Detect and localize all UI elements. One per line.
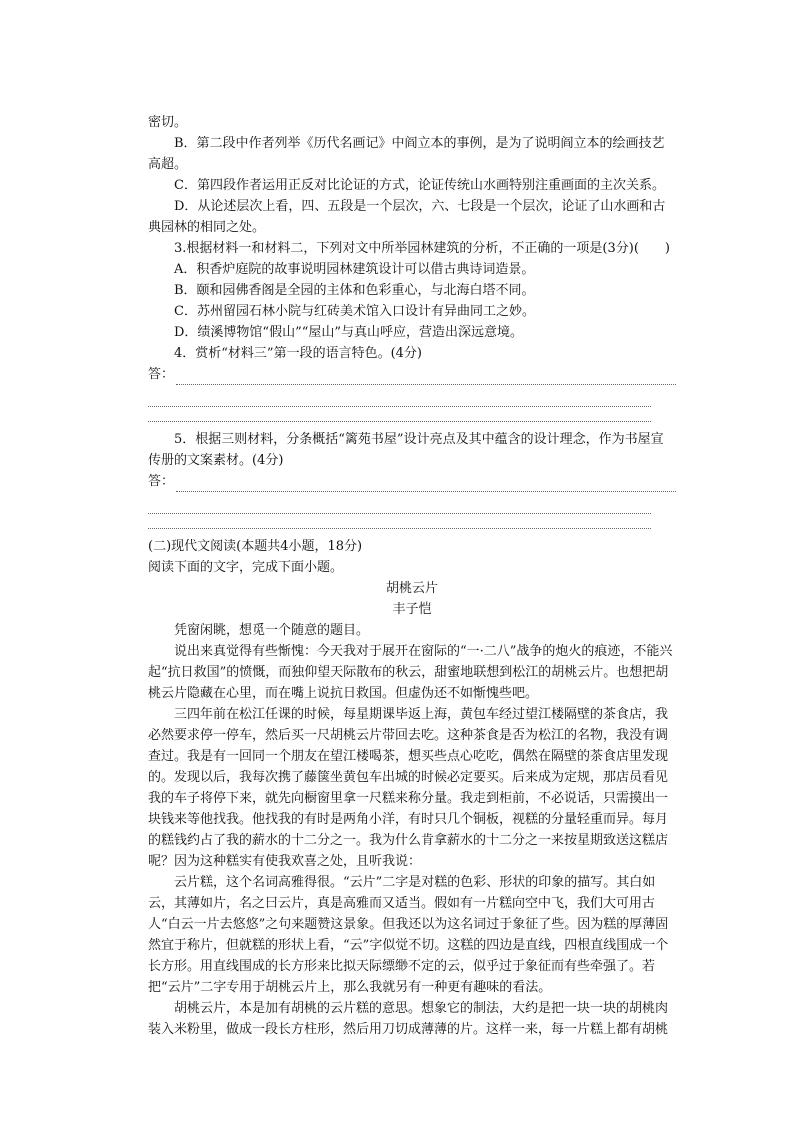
answer-dotted-line xyxy=(176,370,676,385)
essay-author: 丰子恺 xyxy=(392,602,432,617)
document-page xyxy=(148,112,676,1040)
q3-option-b: B．颐和园佛香阁是全园的主体和色彩重心，与北海白塔不同。 xyxy=(174,283,535,298)
essay-paragraph-2: 说出来真觉得有些惭愧：今天我对于展开在窗际的“一·二八”战争的炮火的痕迹，不能兴起“抗日救国”的愤慨，而独仰望天际散布的秋云，甜蜜地联想到松江的胡桃云片。也想把胡桃云片隐藏在心里，而在嘴上说抗日救国。但虚伪还不如惭愧些吧。 xyxy=(148,644,673,701)
section2-heading: (二)现代文阅读(本题共4小题，18分) xyxy=(148,539,363,554)
q3-stem: 3.根据材料一和材料二，下列对文中所举园林建筑的分析，不正确的一项是(3分)( ) xyxy=(174,241,670,256)
essay-paragraph-1: 凭窗闲眺，想觅一个随意的题目。 xyxy=(174,623,370,638)
q4-answer-label: 答： xyxy=(148,367,175,382)
q5-stem: 5．根据三则材料，分条概括“篱苑书屋”设计亮点及其中蕴含的设计理念，作为书屋宣传册的文案素材。(4分) xyxy=(148,432,664,468)
q2-option-b: B．第二段中作者列举《历代名画记》中阎立本的事例，是为了说明阎立本的绘画技艺高超。 xyxy=(148,136,665,172)
q5-answer-label: 答： xyxy=(148,474,175,489)
essay-paragraph-4: 云片糕，这个名词高雅得很。“云片”二字是对糕的色彩、形状的印象的描写。其白如云，其薄如片，名之曰云片，真是高雅而又适当。假如有一片糕向空中飞，我们大可用古人“白云一片去悠悠”之句来题赞这景象。但我还以为这名词过于象征了些。因为糕的厚薄固然宜于称片，但就糕的形状上看，“云”字似觉不切。这糕的四边是直线，四根直线围成一个长方形。用直线围成的长方形来比拟天际缥缈不定的云，似乎过于象征而有些牵强了。若把“云片”二字专用于胡桃云片上，那么我就另有一种更有趣味的看法。 xyxy=(148,875,669,995)
q4-stem: 4．赏析“材料三”第一段的语言特色。(4分) xyxy=(174,346,422,361)
answer-dotted-line[interactable] xyxy=(148,492,651,514)
q3-option-c: C．苏州留园石林小院与红砖美术馆入口设计有异曲同工之妙。 xyxy=(174,304,535,319)
q4-answer-line[interactable] xyxy=(148,364,676,385)
answer-dotted-line[interactable] xyxy=(148,385,651,407)
answer-dotted-line[interactable] xyxy=(148,514,651,529)
answer-dotted-line[interactable] xyxy=(148,407,651,422)
answer-dotted-line xyxy=(176,477,676,492)
essay-paragraph-3: 三四年前在松江任课的时候，每星期课毕返上海，黄包车经过望江楼隔壁的茶食店，我必然要求停一停车，然后买一尺胡桃云片带回去吃。这种茶食是否为松江的名物，我没有调查过。我是有一回同一个朋友在望江楼喝茶，想买些点心吃吃，偶然在隔壁的茶食店里发现的。发现以后，我每次携了藤箧坐黄包车出城的时候必定要买。后来成为定规，那店员看见我的车子将停下来，就先向橱窗里拿一尺糕来称分量。我走到柜前，不必说话，只需摸出一块钱来等他找我。他找我的有时是两角小洋，有时只几个铜板，视糕的分量轻重而异。每月的糕钱约占了我的薪水的十二分之一。我为什么肯拿薪水的十二分之一来按星期致送这糕店呢？因为这种糕实有使我欢喜之处，且听我说： xyxy=(148,707,669,869)
q2-option-d: D．从论述层次上看，四、五段是一个层次，六、七段是一个层次，论证了山水画和古典园林的相同之处。 xyxy=(148,199,666,235)
q3-option-d: D．绩溪博物馆“假山”“屋山”与真山呼应，营造出深远意境。 xyxy=(174,325,524,340)
q3-option-a: A．积香炉庭院的故事说明园林建筑设计可以借古典诗词造景。 xyxy=(174,262,535,277)
q2-option-c: C．第四段作者运用正反对比论证的方式，论证传统山水画特别注重画面的主次关系。 xyxy=(174,178,665,193)
essay-title: 胡桃云片 xyxy=(385,581,438,596)
q2-tail: 密切。 xyxy=(148,115,188,130)
section2-instruction: 阅读下面的文字，完成下面小题。 xyxy=(148,560,344,575)
essay-paragraph-5: 胡桃云片，本是加有胡桃的云片糕的意思。想象它的制法，大约是把一块一块的胡桃肉装入米粉里，做成一段长方柱形，然后用刀切成薄薄的片。这样一来，每一片糕上都有胡桃 xyxy=(148,1001,669,1037)
q5-answer-line[interactable] xyxy=(148,471,676,492)
